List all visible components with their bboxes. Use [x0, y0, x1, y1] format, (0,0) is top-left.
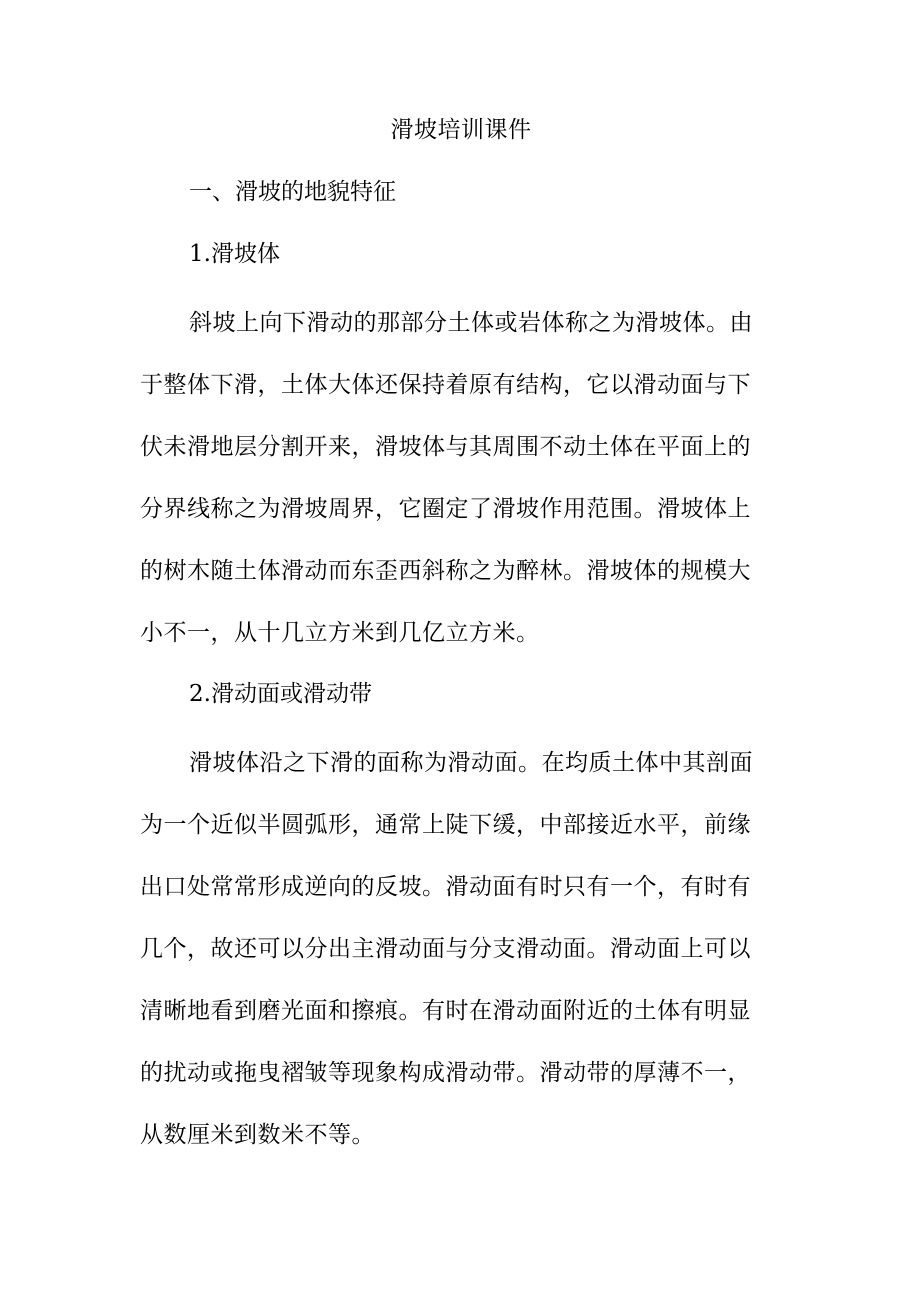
paragraph-2-line-7: 从数厘米到数米不等。 [140, 1122, 375, 1148]
paragraph-1-line-1: 斜坡上向下滑动的那部分土体或岩体称之为滑坡体。由 [189, 310, 753, 336]
section-heading: 一、滑坡的地貌特征 [189, 179, 396, 205]
paragraph-1-line-2: 于整体下滑，土体大体还保持着原有结构，它以滑动面与下 [140, 372, 751, 398]
paragraph-2-line-6: 的扰动或拖曳褶皱等现象构成滑动带。滑动带的厚薄不一， [140, 1060, 751, 1086]
paragraph-2-line-2: 为一个近似半圆弧形，通常上陡下缓，中部接近水平，前缘 [140, 812, 751, 838]
subsection-heading-1: 1.滑坡体 [189, 241, 280, 267]
paragraph-2-line-3: 出口处常常形成逆向的反坡。滑动面有时只有一个，有时有 [140, 874, 751, 900]
page-title: 滑坡培训课件 [390, 117, 532, 143]
paragraph-2-line-4: 几个，故还可以分出主滑动面与分支滑动面。滑动面上可以 [140, 936, 751, 962]
paragraph-2-line-1: 滑坡体沿之下滑的面称为滑动面。在均质土体中其剖面 [189, 750, 753, 776]
paragraph-1-line-4: 分界线称之为滑坡周界，它圈定了滑坡作用范围。滑坡体上 [140, 496, 751, 522]
subsection-heading-2: 2.滑动面或滑动带 [189, 681, 372, 707]
paragraph-1-line-6: 小不一，从十几立方米到几亿立方米。 [140, 620, 540, 646]
paragraph-2 [140, 732, 782, 1166]
paragraph-1-line-5: 的树木随土体滑动而东歪西斜称之为醉林。滑坡体的规模大 [140, 558, 751, 584]
paragraph-2-line-5: 清晰地看到磨光面和擦痕。有时在滑动面附近的土体有明显 [140, 998, 751, 1024]
document-content [140, 106, 782, 1166]
paragraph-1 [140, 292, 782, 664]
paragraph-1-line-3: 伏未滑地层分割开来，滑坡体与其周围不动土体在平面上的 [140, 434, 751, 460]
